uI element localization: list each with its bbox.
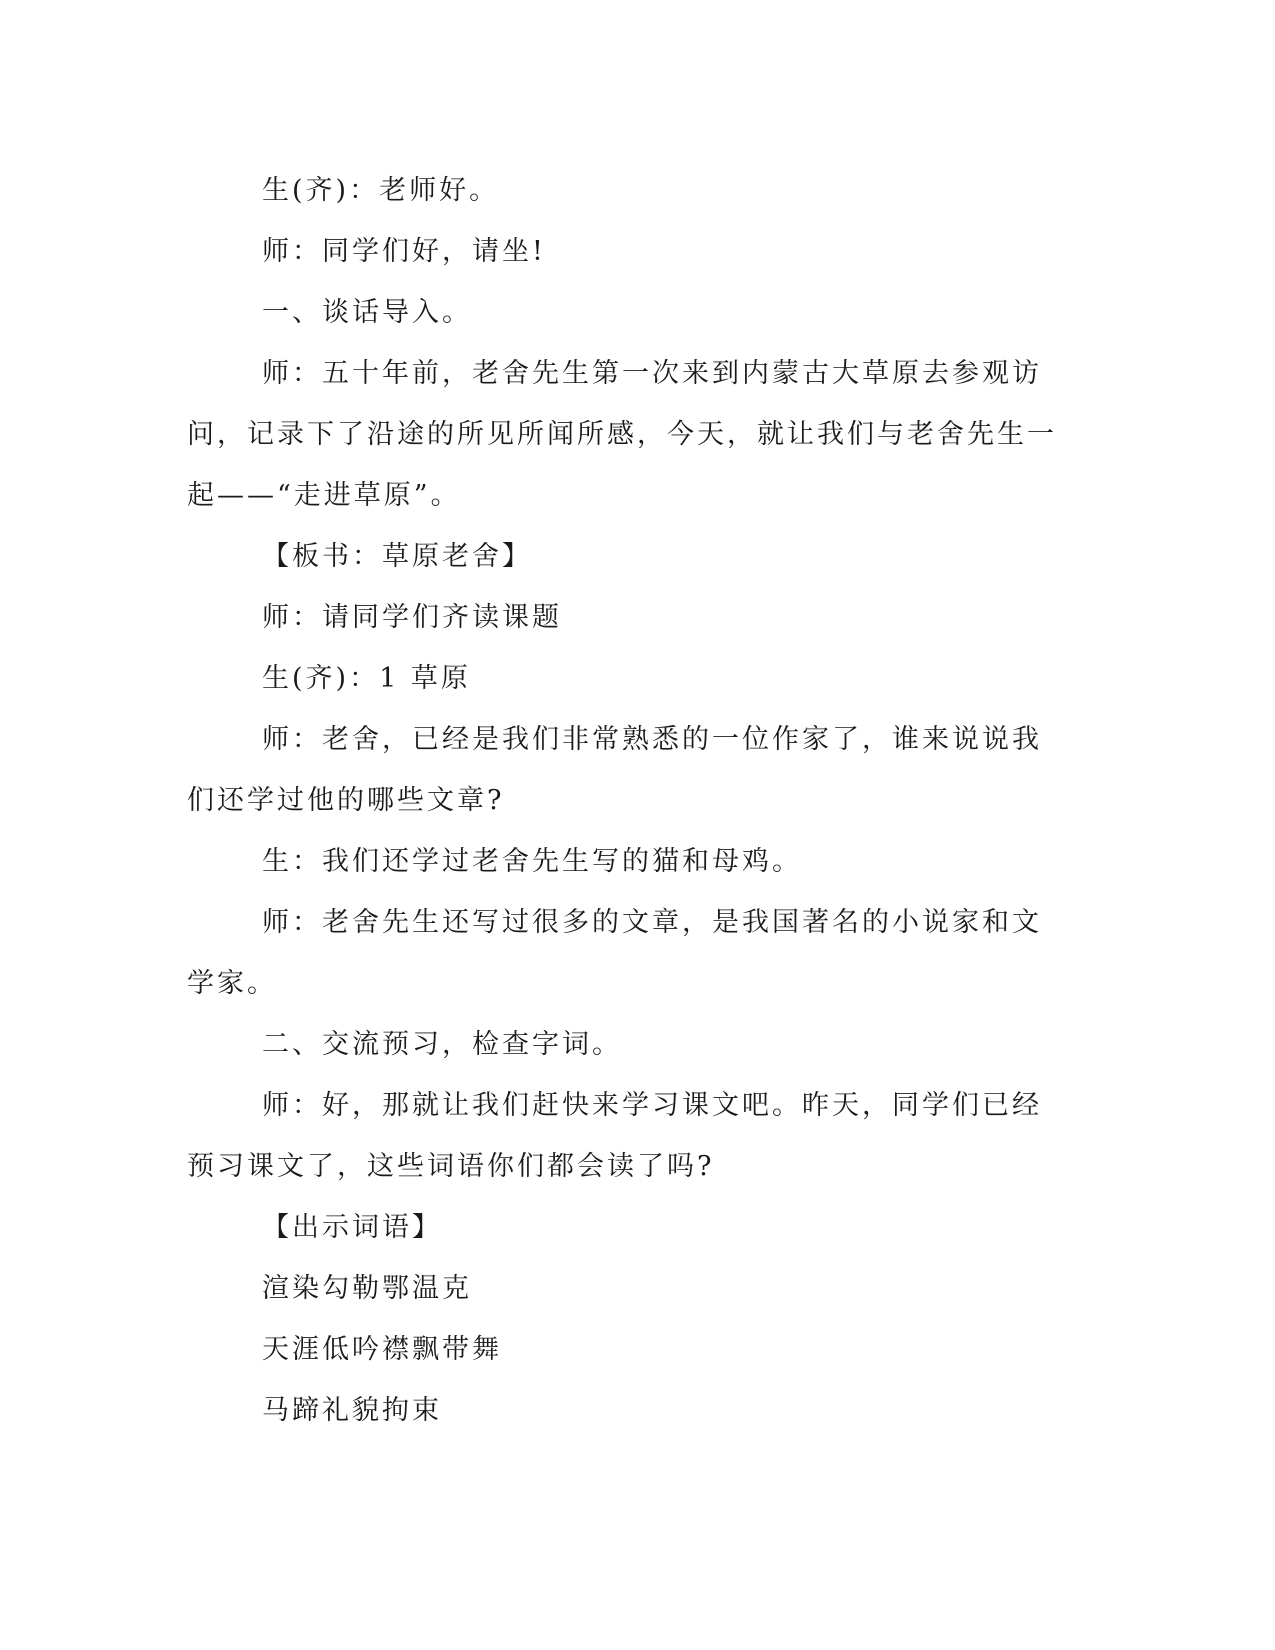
paragraph-greeting-teacher: 师：同学们好，请坐! bbox=[262, 236, 546, 267]
board-note-vocabulary: 【出示词语】 bbox=[262, 1212, 442, 1243]
board-note-title: 【板书：草原老舍】 bbox=[262, 541, 532, 572]
paragraph-greeting-students: 生(齐)：老师好。 bbox=[262, 175, 500, 206]
document-body bbox=[187, 160, 1067, 1441]
paragraph-teacher-intro: 师：五十年前，老舍先生第一次来到内蒙古大草原去参观访问，记录下了沿途的所见所闻所感，今天，就让我们与老舍先生一起——“走进草原”。 bbox=[187, 358, 1057, 511]
vocabulary-line-1: 渲染勾勒鄂温克 bbox=[262, 1273, 472, 1304]
vocabulary-line-2: 天涯低吟襟飘带舞 bbox=[262, 1334, 502, 1365]
paragraph-students-read: 生(齐)：1 草原 bbox=[262, 663, 471, 694]
paragraph-teacher-question: 师：老舍，已经是我们非常熟悉的一位作家了，谁来说说我们还学过他的哪些文章? bbox=[187, 724, 1042, 816]
paragraph-student-answer: 生：我们还学过老舍先生写的猫和母鸡。 bbox=[262, 846, 802, 877]
paragraph-teacher-summary: 师：老舍先生还写过很多的文章，是我国著名的小说家和文学家。 bbox=[187, 907, 1042, 999]
vocabulary-line-3: 马蹄礼貌拘束 bbox=[262, 1395, 442, 1426]
section-heading-preview: 二、交流预习，检查字词。 bbox=[262, 1029, 622, 1060]
section-heading-introduction: 一、谈话导入。 bbox=[262, 297, 472, 328]
paragraph-read-title: 师：请同学们齐读课题 bbox=[262, 602, 562, 633]
paragraph-teacher-preview: 师：好，那就让我们赶快来学习课文吧。昨天，同学们已经预习课文了，这些词语你们都会读了吗? bbox=[187, 1090, 1042, 1182]
